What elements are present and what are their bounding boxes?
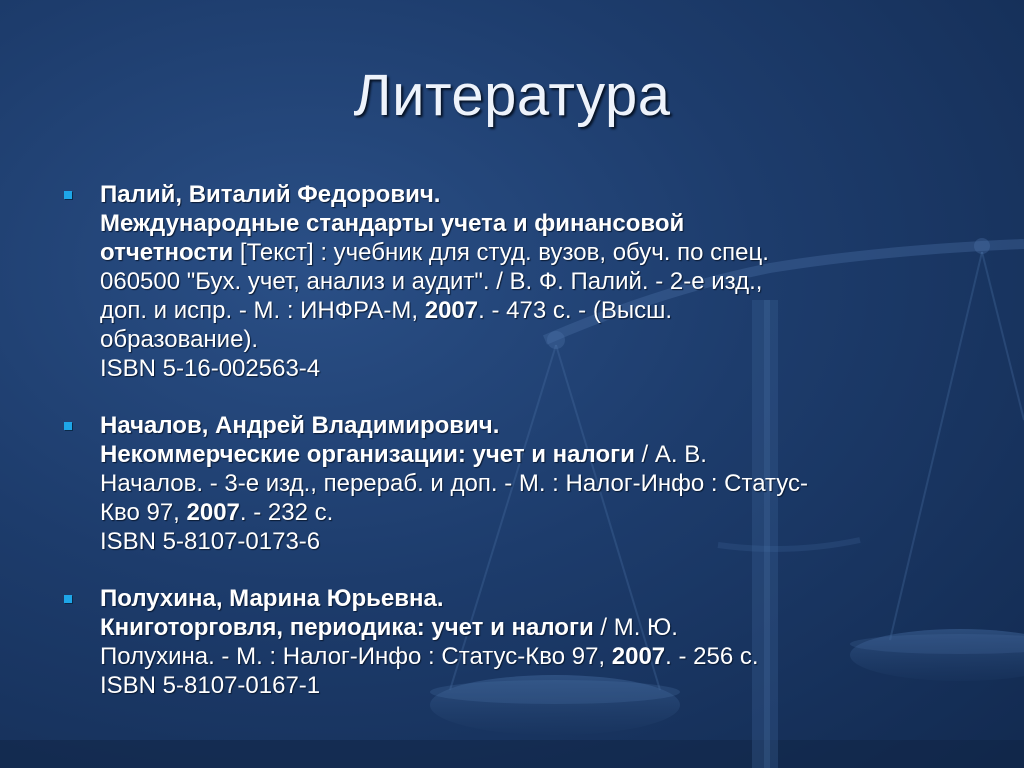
reference-details: Кво 97,: [100, 499, 187, 526]
reference-year: 2007: [186, 499, 240, 526]
reference-details: . - 232 с.: [239, 499, 334, 526]
bullet-icon: [64, 422, 72, 430]
reference-author: Полухина, Марина Юрьевна.: [100, 585, 444, 612]
reference-title: Некоммерческие организации: учет и налоги: [100, 441, 635, 468]
reference-details: . - 256 с.: [665, 643, 759, 670]
reference-author: Палий, Виталий Федорович.: [100, 181, 441, 208]
bullet-icon: [64, 595, 72, 603]
bullet-icon: [64, 191, 72, 199]
reference-details: . - 473 с. - (Высш.: [478, 297, 672, 324]
reference-item-2: [60, 411, 960, 556]
reference-item-1: [60, 180, 960, 383]
reference-line: [100, 238, 960, 267]
reference-details: Полухина. - М. : Налог-Инфо : Статус-Кво 97,: [100, 643, 612, 670]
reference-line: [100, 498, 960, 527]
reference-isbn: ISBN 5-8107-0173-6: [100, 528, 321, 555]
reference-details: [Текст] : учебник для студ. вузов, обуч. по спец.: [233, 239, 769, 266]
reference-item-3: [60, 584, 960, 700]
reference-line: [100, 440, 960, 469]
reference-details: / А. В.: [634, 441, 707, 468]
reference-line: [100, 296, 960, 325]
reference-author: Началов, Андрей Владимирович.: [100, 412, 500, 439]
reference-details: / М. Ю.: [593, 614, 678, 641]
reference-title: Книготорговля, периодика: учет и налоги: [100, 614, 594, 641]
reference-details: Началов. - 3-е изд., перераб. и доп. - М. : Налог-Инфо : Статус-: [100, 470, 809, 497]
reference-list: [60, 180, 960, 700]
reference-title-cont: отчетности: [100, 239, 234, 266]
reference-year: 2007: [424, 297, 479, 324]
reference-line: [100, 642, 960, 671]
reference-details: 060500 "Бух. учет, анализ и аудит". / В. Ф. Палий. - 2-е изд.,: [100, 268, 763, 295]
reference-line: [100, 613, 960, 642]
reference-year: 2007: [611, 643, 666, 670]
reference-title: Международные стандарты учета и финансовой: [100, 210, 685, 237]
reference-details: доп. и испр. - М. : ИНФРА-М,: [100, 297, 425, 324]
reference-isbn: ISBN 5-16-002563-4: [100, 355, 321, 382]
reference-isbn: ISBN 5-8107-0167-1: [100, 672, 321, 699]
slide-title: Литература: [353, 63, 671, 128]
reference-details: образование).: [100, 326, 259, 353]
